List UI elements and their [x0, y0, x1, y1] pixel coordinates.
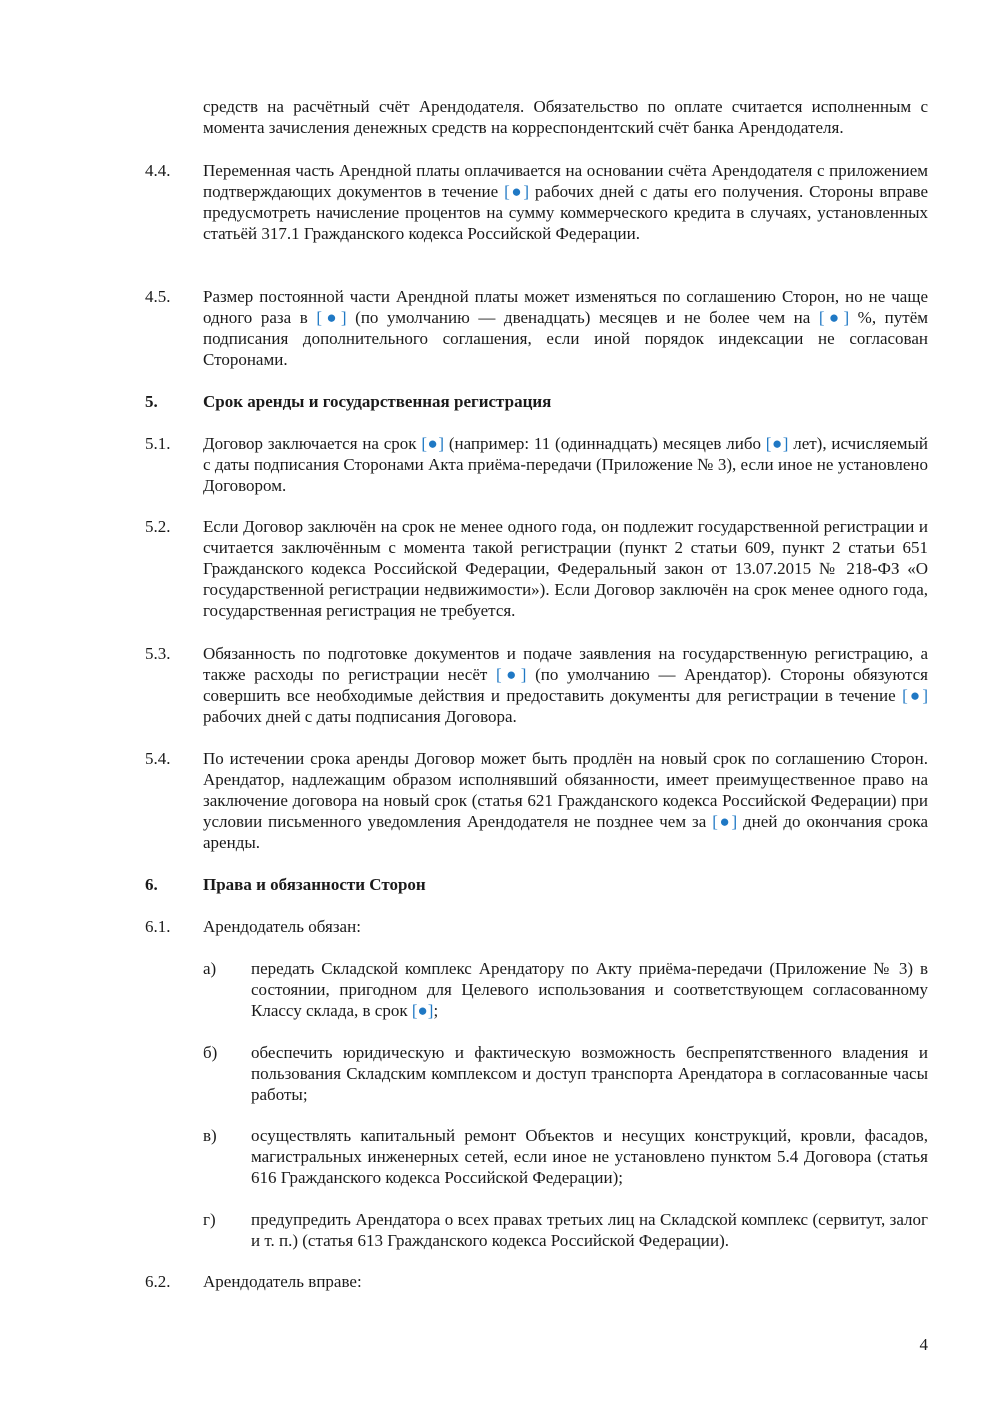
clause-text — [203, 433, 928, 496]
text-segment: Арендодатель обязан: — [203, 917, 361, 936]
text-segment: средств на расчётный счёт Арендодателя. Обязательство по оплате считается исполненным с момента зачисления денежных средств на корреспондентский счёт банка Арендодателя. — [203, 97, 928, 137]
placeholder-field: [●] — [421, 434, 445, 453]
placeholder-field: [●] — [818, 308, 850, 327]
text-segment: Договор заключается на срок — [203, 434, 422, 453]
text-segment: лет), исчисляемый с даты подписания Сторонами Акта приёма-передачи (Приложение № 3), если иное не установлено Договором. — [203, 434, 928, 495]
section-heading — [145, 391, 928, 412]
list-subitem — [203, 958, 928, 1021]
text-segment: Обязанность по подготовке документов и подаче заявления на государственную регистрацию, а также расходы по регистрации несёт — [203, 644, 928, 684]
clause-text — [203, 516, 928, 621]
clause — [145, 96, 928, 138]
clause-number: 5.1. — [145, 434, 171, 453]
clause-text — [251, 1042, 928, 1105]
page-number: 4 — [919, 1335, 928, 1354]
clause-text — [203, 1271, 928, 1292]
clause-text — [203, 96, 928, 138]
placeholder-field: [●] — [902, 686, 928, 705]
clause-number: б) — [203, 1043, 218, 1062]
clause — [145, 916, 928, 937]
clause-number: г) — [203, 1210, 216, 1229]
text-segment: предупредить Арендатора о всех правах третьих лиц на Складской комплекс (сервитут, залог и т. п.) (статья 613 Гражданского кодекса Российской Федерации). — [251, 1210, 928, 1250]
clause — [145, 643, 928, 727]
clause-number: 6.1. — [145, 917, 171, 936]
clause — [145, 286, 928, 370]
clause-text — [203, 748, 928, 853]
text-segment: рабочих дней с даты его получения. Стороны вправе предусмотреть начисление процентов на сумму коммерческого кредита в случаях, установленных статьёй 317.1 Гражданского кодекса Российской Федерации. — [203, 182, 928, 243]
text-segment: Размер постоянной части Арендной платы может изменяться по соглашению Сторон, но не чаще одного раза в — [203, 287, 928, 327]
text-segment: Если Договор заключён на срок не менее одного года, он подлежит государственной регистрации и считается заключённым с момента такой регистрации (пункт 2 статьи 609, пункт 2 статьи 651 Гражданского кодекса Российской Федерации, Федеральный закон от 13.07.2015 № 218-ФЗ «О государственной регистрации недвижимости»). Если Договор заключён на срок менее одного года, государственная регистрация не требуется. — [203, 517, 928, 620]
clause — [145, 516, 928, 621]
placeholder-field: [●] — [411, 1001, 434, 1020]
placeholder-field: [●] — [712, 812, 738, 831]
heading-text — [203, 391, 928, 412]
clause-text — [251, 958, 928, 1021]
clause — [145, 160, 928, 244]
text-segment: По истечении срока аренды Договор может быть продлён на новый срок по соглашению Сторон. Арендатор, надлежащим образом исполнявший обязанности, имеет преимущественное право на заключение договора на новый срок (статья 621 Гражданского кодекса Российской Федерации) при условии письменного уведомления Арендодателя не позднее чем за — [203, 749, 928, 831]
text-segment: %, путём подписания дополнительного соглашения, если иной порядок индексации не согласован Сторонами. — [203, 308, 928, 369]
placeholder-field: [●] — [316, 308, 347, 327]
clause — [145, 1271, 928, 1292]
text-segment: обеспечить юридическую и фактическую возможность беспрепятственного владения и пользования Складским комплексом и доступ транспорта Арендатора в согласованные часы работы; — [251, 1043, 928, 1104]
text-segment: ; — [433, 1001, 439, 1020]
text-segment: Срок аренды и государственная регистрация — [203, 392, 552, 411]
text-segment: (по умолчанию — двенадцать) месяцев и не более чем на — [346, 308, 819, 327]
text-segment: передать Складской комплекс Арендатору по Акту приёма-передачи (Приложение № 3) в состоянии, пригодном для Целевого использования и соответствующем согласованному Классу склада, в срок — [251, 959, 928, 1020]
text-segment: Переменная часть Арендной платы оплачивается на основании счёта Арендодателя с приложением подтверждающих документов в течение — [203, 161, 928, 201]
clause-number: в) — [203, 1126, 217, 1145]
text-segment: Права и обязанности Сторон — [203, 875, 426, 894]
placeholder-field: [●] — [765, 434, 789, 453]
text-segment: Арендодатель вправе: — [203, 1272, 362, 1291]
clause-number: 5.3. — [145, 644, 171, 663]
text-segment: осуществлять капитальный ремонт Объектов и несущих конструкций, кровли, фасадов, магистральных инженерных сетей, если иное не установлено пунктом 5.4 Договора (статья 616 Гражданского кодекса Российской Федерации); — [251, 1126, 928, 1187]
clause — [145, 433, 928, 496]
clause-text — [251, 1209, 928, 1251]
clause-number: 5.2. — [145, 517, 171, 536]
clause-number: 4.4. — [145, 161, 171, 180]
heading-text — [203, 874, 928, 895]
clause — [145, 748, 928, 853]
clause-number: 5.4. — [145, 749, 171, 768]
clause-number: 4.5. — [145, 287, 171, 306]
list-subitem — [203, 1125, 928, 1188]
clause-text — [251, 1125, 928, 1188]
clause-text — [203, 160, 928, 244]
clause-text — [203, 916, 928, 937]
text-segment: (по умолчанию — Арендатор). Стороны обязуются совершить все необходимые действия и предоставить документы для регистрации в течение — [203, 665, 928, 705]
section-heading — [145, 874, 928, 895]
clause-number: а) — [203, 959, 217, 978]
text-segment: (например: 11 (одиннадцать) месяцев либо — [444, 434, 766, 453]
list-subitem — [203, 1042, 928, 1105]
clause-text — [203, 643, 928, 727]
clause-text — [203, 286, 928, 370]
list-subitem — [203, 1209, 928, 1251]
clause-number: 6.2. — [145, 1272, 171, 1291]
placeholder-field: [●] — [504, 182, 530, 201]
clause-number: 6. — [145, 875, 158, 894]
clause-number: 5. — [145, 392, 158, 411]
text-segment: рабочих дней с даты подписания Договора. — [203, 707, 517, 726]
text-segment: дней до окончания срока аренды. — [203, 812, 928, 852]
placeholder-field: [●] — [495, 665, 527, 684]
